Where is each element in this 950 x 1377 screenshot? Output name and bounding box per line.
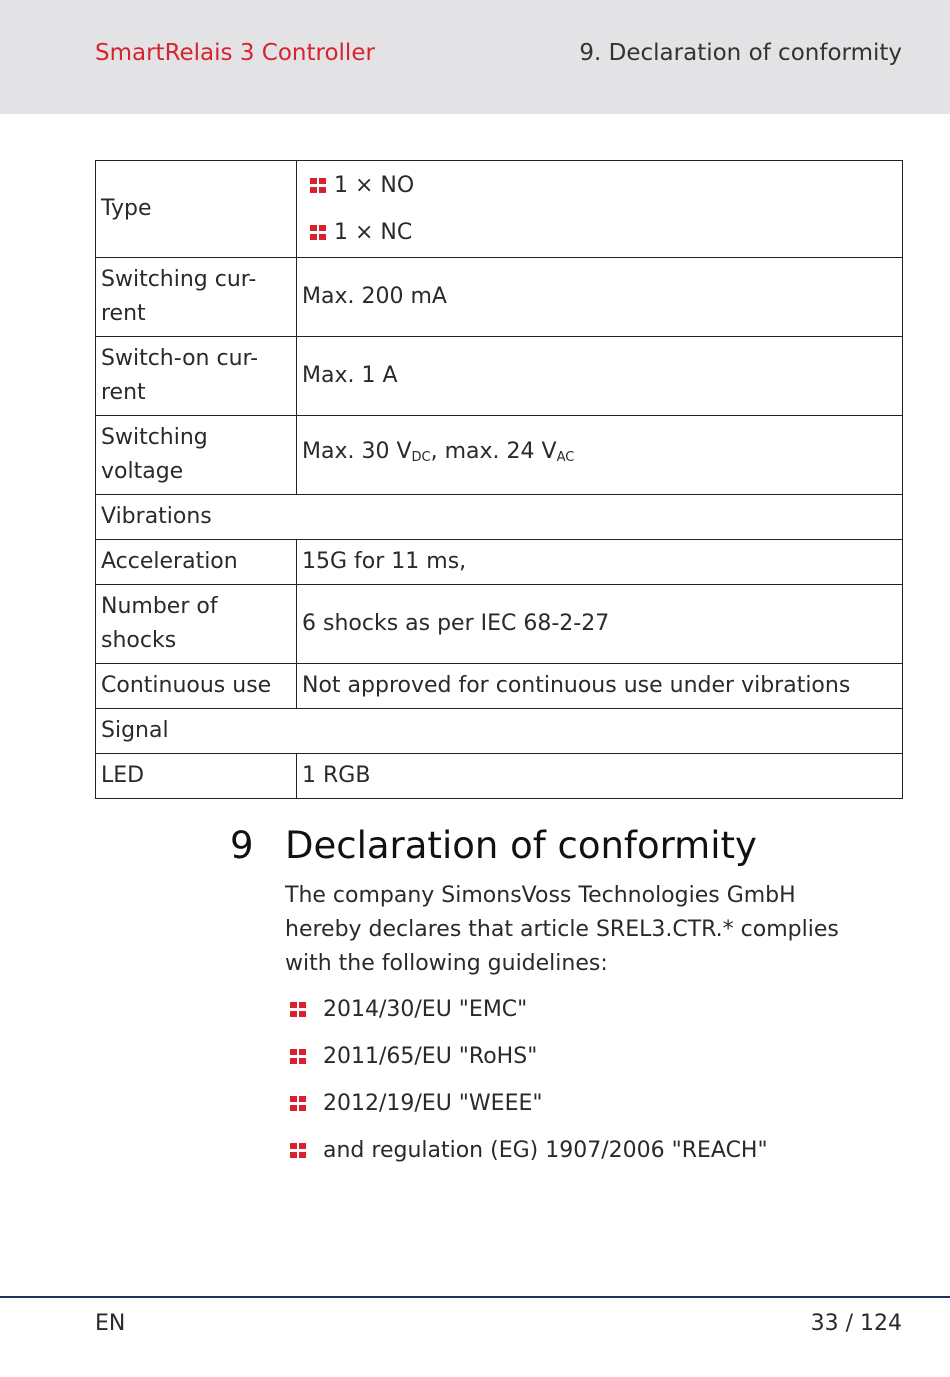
switching-voltage-label: Switching voltage (96, 416, 297, 495)
continuous-label: Continuous use (96, 664, 297, 709)
table-row (96, 585, 903, 664)
list-item: 1 × NO (302, 162, 897, 209)
table-row (96, 337, 903, 416)
list-item: and regulation (EG) 1907/2006 "REACH" (285, 1127, 768, 1174)
acceleration-value: 15G for 11 ms, (297, 540, 903, 585)
table-row (96, 416, 903, 495)
type-values (297, 161, 903, 258)
table-row (96, 540, 903, 585)
led-label: LED (96, 754, 297, 799)
bullet-icon (310, 225, 326, 241)
continuous-value: Not approved for continuous use under vibrations (297, 664, 903, 709)
intro-paragraph: The company SimonsVoss Technologies GmbH hereby declares that article SREL3.CTR.* complies with the following guidelines: (285, 883, 839, 976)
spec-table (95, 160, 903, 799)
guidelines-list (285, 986, 768, 1174)
shocks-label: Number of shocks (96, 585, 297, 664)
shocks-value: 6 shocks as per IEC 68-2-27 (297, 585, 903, 664)
table-row (96, 258, 903, 337)
bullet-icon (290, 1049, 306, 1065)
table-row (96, 161, 903, 258)
switching-current-label: Switching cur- rent (96, 258, 297, 337)
list-item: 2011/65/EU "RoHS" (285, 1033, 768, 1080)
vibrations-heading: Vibrations (96, 495, 903, 540)
table-row (96, 495, 903, 540)
footer-divider (0, 1296, 950, 1298)
chapter-title: 9. Declaration of conformity (579, 40, 902, 66)
type-label: Type (96, 161, 297, 258)
product-title: SmartRelais 3 Controller (95, 40, 375, 66)
bullet-icon (310, 178, 326, 194)
language-code: EN (95, 1311, 126, 1336)
switching-voltage-value: Max. 30 $V_{DC}$, max. 24 $V_{AC}$ (297, 416, 903, 495)
section-number: 9 (230, 824, 254, 867)
bullet-icon (290, 1143, 306, 1159)
bullet-icon (290, 1096, 306, 1112)
list-item: 2012/19/EU "WEEE" (285, 1080, 768, 1127)
section-title: Declaration of conformity (285, 824, 757, 867)
switching-current-value: Max. 200 mA (297, 258, 903, 337)
switchon-current-label: Switch-on cur- rent (96, 337, 297, 416)
acceleration-label: Acceleration (96, 540, 297, 585)
switchon-current-value: Max. 1 A (297, 337, 903, 416)
page-number: 33 / 124 (810, 1311, 902, 1336)
page-header (0, 0, 950, 114)
led-value: 1 RGB (297, 754, 903, 799)
list-item: 1 × NC (302, 209, 897, 256)
list-item: 2014/30/EU "EMC" (285, 986, 768, 1033)
bullet-icon (290, 1002, 306, 1018)
table-row (96, 709, 903, 754)
signal-heading: Signal (96, 709, 903, 754)
table-row (96, 754, 903, 799)
table-row (96, 664, 903, 709)
